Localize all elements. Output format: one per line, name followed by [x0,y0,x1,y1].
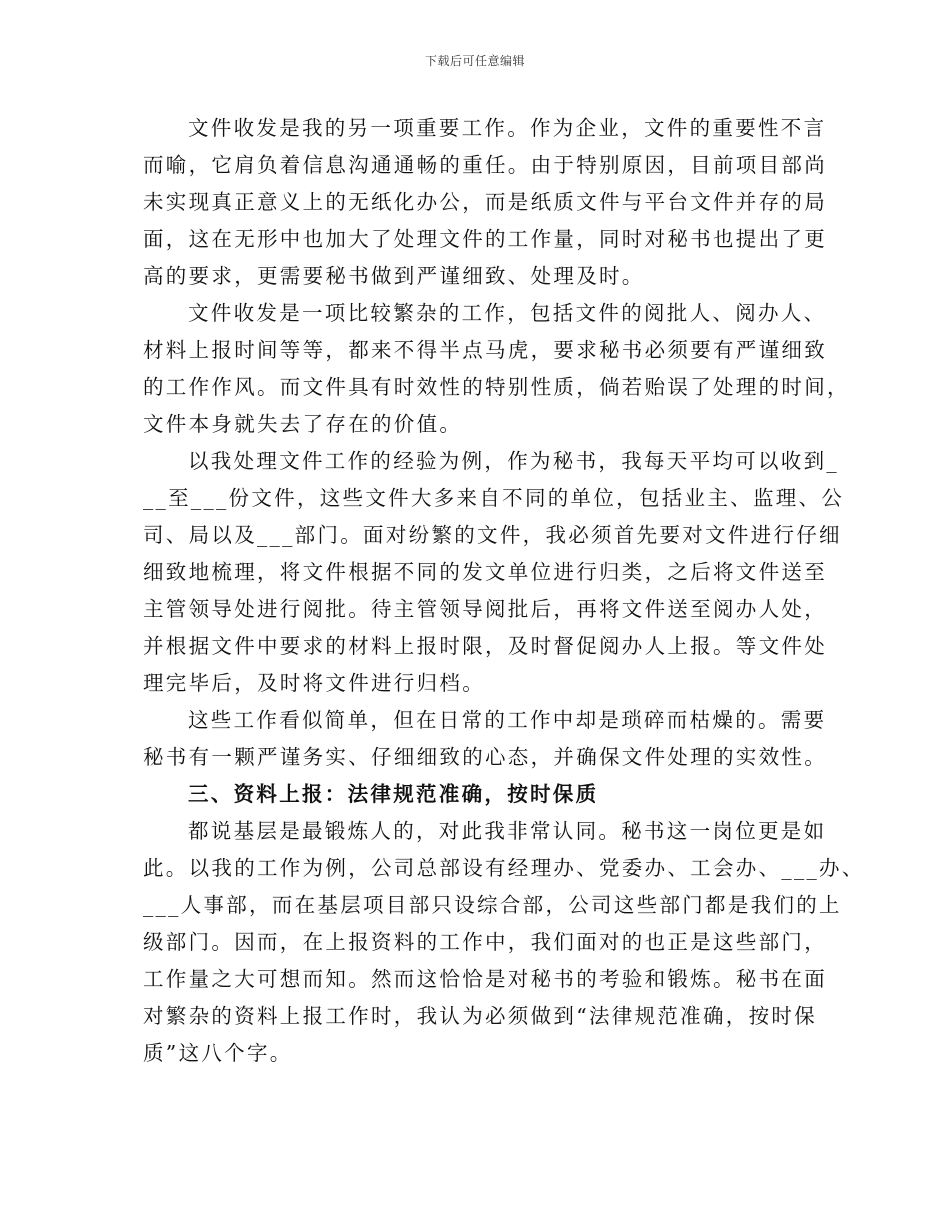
paragraph-1-line: 未实现真正意义上的无纸化办公，而是纸质文件与平台文件并存的局 [143,190,827,214]
paragraph-2-line: 文件本身就失去了存在的价值。 [143,412,463,436]
page-header: 下载后可任意编辑 [424,54,525,68]
document-body [143,110,865,1072]
section-heading: 三、资料上报：法律规范准确，按时保质 [188,782,599,806]
section-paragraph-line: 此。以我的工作为例，公司总部设有经理办、党委办、工会办、___办、 [143,856,865,880]
section-paragraph-line: 对繁杂的资料上报工作时，我认为必须做到“法律规范准确，按时保 [143,1004,817,1028]
section-paragraph-line: ___人事部，而在基层项目部只设综合部，公司这些部门都是我们的上 [143,893,842,917]
paragraph-1-line: 文件收发是我的另一项重要工作。作为企业，文件的重要性不言 [188,116,827,140]
section-paragraph-line: 质”这八个字。 [143,1041,293,1065]
section-paragraph-line: 级部门。因而，在上报资料的工作中，我们面对的也正是这些部门， [143,930,827,954]
paragraph-3-line: 主管领导处进行阅批。待主管领导阅批后，再将文件送至阅办人处， [143,597,827,621]
paragraph-1-line: 高的要求，更需要秘书做到严谨细致、处理及时。 [143,264,645,288]
paragraph-3-line: 以我处理文件工作的经验为例，作为秘书，我每天平均可以收到_ [188,449,839,473]
section-paragraph-line: 工作量之大可想而知。然而这恰恰是对秘书的考验和锻炼。秘书在面 [143,967,827,991]
paragraph-3-line: 细致地梳理，将文件根据不同的发文单位进行归类，之后将文件送至 [143,560,827,584]
paragraph-2-line: 文件收发是一项比较繁杂的工作，包括文件的阅批人、阅办人、 [188,301,827,325]
paragraph-4-line: 秘书有一颗严谨务实、仔细细致的心态，并确保文件处理的实效性。 [143,745,827,769]
paragraph-4-line: 这些工作看似简单，但在日常的工作中却是琐碎而枯燥的。需要 [188,708,827,732]
section-paragraph-line: 都说基层是最锻炼人的，对此我非常认同。秘书这一岗位更是如 [188,819,827,843]
paragraph-2-line: 的工作作风。而文件具有时效性的特别性质，倘若贻误了处理的时间， [143,375,850,399]
paragraph-3-line: 司、局以及___部门。面对纷繁的文件，我必须首先要对文件进行仔细 [143,523,842,547]
paragraph-3-line: 理完毕后，及时将文件进行归档。 [143,671,485,695]
paragraph-1-line: 而喻，它肩负着信息沟通通畅的重任。由于特别原因，目前项目部尚 [143,153,827,177]
paragraph-3-line: 并根据文件中要求的材料上报时限，及时督促阅办人上报。等文件处 [143,634,827,658]
paragraph-3-line: __至___份文件，这些文件大多来自不同的单位，包括业主、监理、公 [143,486,845,510]
paragraph-2-line: 材料上报时间等等，都来不得半点马虎，要求秘书必须要有严谨细致 [143,338,827,362]
paragraph-1-line: 面，这在无形中也加大了处理文件的工作量，同时对秘书也提出了更 [143,227,827,251]
